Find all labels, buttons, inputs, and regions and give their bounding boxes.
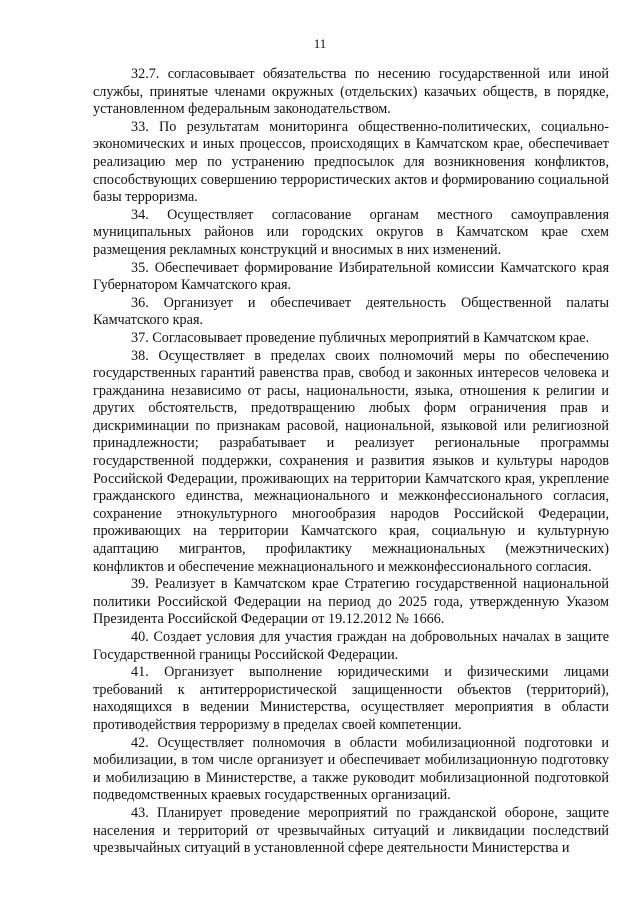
- paragraph-34: 34. Осуществляет согласование органам местного самоуправления муниципальных районов или городских округов в Камчатском крае схем размещения рекламных конструкций и вносимых в них изменений.: [93, 206, 609, 258]
- paragraph-43: 43. Планирует проведение мероприятий по гражданской обороне, защите населения и территорий от чрезвычайных ситуаций и ликвидации последствий чрезвычайных ситуаций в установленной сфере деятельности Министерства и: [93, 804, 609, 857]
- paragraph-35: 35. Обеспечивает формирование Избирательной комиссии Камчатского края Губернатором Камчатского края.: [93, 259, 609, 294]
- paragraph-32-7: 32.7. согласовывает обязательства по несению государственной или иной службы, принятые членами окружных (отдельских) казачьих обществ, в порядке, установленном федеральным законодательством.: [93, 66, 609, 118]
- paragraph-41: 41. Организует выполнение юридическими и физическими лицами требований к антитеррористической защищенности объектов (территорий), находящихся в ведении Министерства, осуществляет мероприятия в области противодействия терроризму в пределах своей компетенции.: [93, 664, 609, 733]
- document-body: [93, 66, 609, 858]
- paragraph-33: 33. По результатам мониторинга общественно-политических, социально-экономических и иных процессов, происходящих в Камчатском крае, обеспечивает реализацию мер по устранению предпосылок для возникновения конфликтов, способствующих совершению террористических актов и формированию социальной базы терроризма.: [93, 118, 609, 206]
- paragraph-40: 40. Создает условия для участия граждан на добровольных началах в защите Государственной границы Российской Федерации.: [93, 629, 609, 663]
- paragraph-42: 42. Осуществляет полномочия в области мобилизационной подготовки и мобилизации, в том числе организует и обеспечивает мобилизационную подготовку и мобилизацию в Министерстве, а также руководит мобилизационной подготовкой подведомственных краевых государственных организаций.: [93, 734, 609, 804]
- page-number: 11: [313, 36, 327, 51]
- paragraph-38: 38. Осуществляет в пределах своих полномочий меры по обеспечению государственных гарантий равенства прав, свобод и законных интересов человека и гражданина независимо от расы, национальности, языка, отношения к религии и других обстоятельств, предотвращению любых форм ограничения прав и дискриминации по признакам расовой, национальной, языковой или религиозной принадлежности; разрабатывает и реализует региональные программы государственной поддержки, сохранения и развития языков и культуры народов Российской Федерации, проживающих на территории Камчатского края, укрепление гражданского единства, межнационального и межконфессионального согласия, сохранение этнокультурного многообразия народов Российской Федерации, проживающих на территории Камчатского края, социальную и культурную адаптацию мигрантов, профилактику межнациональных (межэтнических) конфликтов и обеспечение межнационального и межконфессионального согласия.: [93, 347, 609, 575]
- paragraph-37: 37. Согласовывает проведение публичных мероприятий в Камчатском крае.: [131, 329, 590, 346]
- paragraph-39: 39. Реализует в Камчатском крае Стратегию государственной национальной политики Российской Федерации на период до 2025 года, утвержденную Указом Президента Российской Федерации от 19.12.2012 № 1666.: [93, 576, 609, 628]
- paragraph-36: 36. Организует и обеспечивает деятельность Общественной палаты Камчатского края.: [93, 294, 609, 329]
